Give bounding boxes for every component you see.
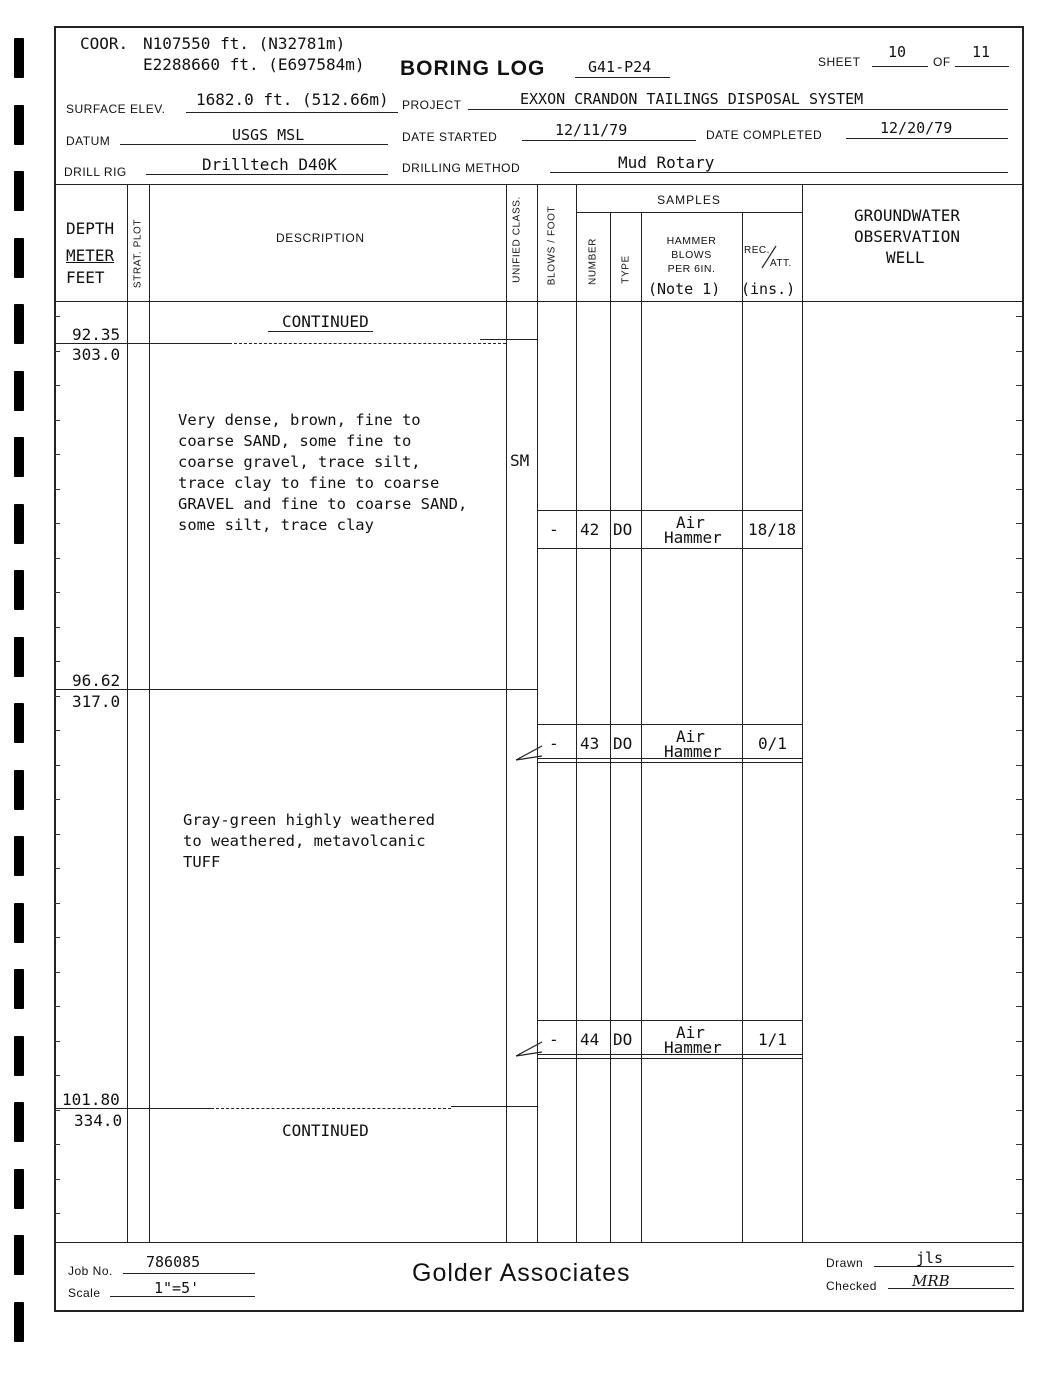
scale-label: Scale: [68, 1286, 101, 1300]
scale-tick: [1016, 316, 1022, 317]
scale-tick: [1016, 627, 1022, 628]
datum-label: DATUM: [66, 134, 111, 148]
col-gw-2: OBSERVATION: [854, 227, 960, 246]
scale-tick: [54, 696, 60, 697]
drilling-method-label: DRILLING METHOD: [402, 161, 521, 175]
col-gw-3: WELL: [886, 248, 925, 267]
sample-number: 44: [580, 1030, 600, 1049]
sample-number: 42: [580, 520, 600, 539]
sample-recovery: 0/1: [758, 734, 787, 753]
scale-tick: [1016, 937, 1022, 938]
page-title: BORING LOG: [400, 57, 546, 80]
checked-initials: MRB: [912, 1272, 950, 1290]
scale-tick: [1016, 903, 1022, 904]
scale-tick: [1016, 1006, 1022, 1007]
layer-1-description: Very dense, brown, fine to coarse SAND, some fine to coarse gravel, trace silt, trace clay to fine to coarse GRAVEL and fine to coarse SAND, some silt, trace clay: [178, 411, 468, 534]
company-name: Golder Associates: [412, 1259, 631, 1287]
scale-tick: [1016, 1110, 1022, 1111]
scale-tick: [54, 765, 60, 766]
scale-tick: [54, 799, 60, 800]
date-completed: 12/20/79: [880, 119, 953, 137]
binder-hole: [14, 38, 24, 78]
col-blows-foot: BLOWS / FOOT: [546, 205, 558, 286]
scale-tick: [54, 834, 60, 835]
sample-type: DO: [613, 520, 633, 539]
drill-rig-label: DRILL RIG: [64, 165, 127, 179]
depth-3-meter: 101.80: [62, 1090, 120, 1109]
col-samples: SAMPLES: [657, 193, 721, 207]
scale-tick: [54, 868, 60, 869]
binder-hole: [14, 969, 24, 1009]
scale-tick: [54, 351, 60, 352]
scale-tick: [54, 1110, 60, 1111]
sample-hammer-line2: Hammer: [664, 742, 722, 761]
col-ins: (ins.): [741, 280, 796, 298]
coor-label: COOR.: [80, 34, 129, 53]
continued-bottom: CONTINUED: [282, 1121, 369, 1140]
binder-hole: [14, 171, 24, 211]
sample-hammer-line1: Air: [676, 1023, 705, 1042]
scale-tick: [54, 420, 60, 421]
scale-tick: [1016, 489, 1022, 490]
scale-tick: [1016, 1144, 1022, 1145]
sample-recovery: 18/18: [748, 520, 797, 539]
sheet-total: 11: [972, 43, 991, 61]
scale-tick: [54, 1075, 60, 1076]
binder-hole: [14, 1036, 24, 1076]
date-started-label: DATE STARTED: [402, 130, 498, 144]
surface-elev: 1682.0 ft. (512.66m): [196, 90, 389, 109]
sample-number: 43: [580, 734, 600, 753]
col-att: ATT.: [770, 258, 792, 269]
scale-tick: [54, 1213, 60, 1214]
scale-tick: [1016, 523, 1022, 524]
sample-recovery: 1/1: [758, 1030, 787, 1049]
boring-id: G41-P24: [588, 58, 652, 76]
sample-type: DO: [613, 1030, 633, 1049]
scale-tick: [1016, 558, 1022, 559]
sample-arrow-icon: [512, 742, 546, 768]
binder-hole: [14, 1169, 24, 1209]
date-started: 12/11/79: [555, 121, 628, 139]
col-depth: DEPTH: [66, 219, 115, 238]
col-hammer-1: HAMMER: [666, 235, 717, 247]
scale-tick: [1016, 868, 1022, 869]
scale-tick: [54, 592, 60, 593]
sample-hammer-line2: Hammer: [664, 528, 722, 547]
binder-hole: [14, 371, 24, 411]
col-feet: FEET: [66, 268, 105, 287]
sample-blows: -: [549, 1030, 559, 1049]
binder-hole: [14, 105, 24, 145]
binder-hole: [14, 1102, 24, 1142]
depth-1-meter: 92.35: [72, 325, 121, 344]
sample-type: DO: [613, 734, 633, 753]
scale-tick: [1016, 454, 1022, 455]
sample-hammer-line1: Air: [676, 513, 705, 532]
checked-label: Checked: [826, 1279, 877, 1293]
scale-tick: [1016, 351, 1022, 352]
scale-tick: [54, 661, 60, 662]
depth-2-meter: 96.62: [72, 671, 121, 690]
binder-hole: [14, 304, 24, 344]
date-completed-label: DATE COMPLETED: [706, 128, 823, 142]
scale-tick: [1016, 420, 1022, 421]
scale-tick: [1016, 592, 1022, 593]
binder-hole: [14, 770, 24, 810]
scale-tick: [54, 316, 60, 317]
sample-hammer-line2: Hammer: [664, 1038, 722, 1057]
drill-rig: Drilltech D40K: [202, 155, 337, 174]
binder-hole: [14, 836, 24, 876]
sample-row-bottom-line: [537, 548, 802, 549]
coor-east: E2288660 ft. (E697584m): [143, 55, 365, 74]
scale-tick: [54, 937, 60, 938]
col-hammer-note: (Note 1): [648, 280, 721, 298]
scale-tick: [54, 523, 60, 524]
drawn-initials: jls: [916, 1249, 944, 1267]
sample-row-top-line: [537, 1020, 802, 1021]
scale-tick: [1016, 799, 1022, 800]
scale-tick: [54, 385, 60, 386]
scale-tick: [54, 1179, 60, 1180]
sample-row-bottom-line: [537, 1058, 802, 1059]
col-rec: REC.: [744, 245, 770, 256]
coor-north: N107550 ft. (N32781m): [143, 34, 346, 53]
job-label: Job No.: [68, 1264, 113, 1278]
scale-tick: [54, 558, 60, 559]
sample-row-top-line: [537, 724, 802, 725]
col-hammer-2: BLOWS: [671, 249, 712, 261]
project-label: PROJECT: [402, 98, 462, 112]
depth-2-feet: 317.0: [72, 692, 121, 711]
scale-value: 1"=5': [154, 1279, 200, 1297]
rec-att-slash: [760, 244, 778, 270]
of-label: OF: [933, 55, 951, 69]
scale-tick: [54, 903, 60, 904]
scale-tick: [1016, 661, 1022, 662]
depth-1-feet: 303.0: [72, 345, 121, 364]
layer-1-class: SM: [510, 451, 530, 470]
job-number: 786085: [146, 1253, 201, 1271]
binder-hole: [14, 504, 24, 544]
col-hammer-3: PER 6IN.: [667, 263, 716, 275]
scale-tick: [1016, 765, 1022, 766]
drilling-method: Mud Rotary: [618, 153, 715, 172]
scale-tick: [1016, 730, 1022, 731]
col-unified-class: UNIFIED CLASS.: [511, 196, 523, 283]
continued-top: CONTINUED: [282, 312, 369, 331]
scale-tick: [1016, 1213, 1022, 1214]
binder-hole: [14, 1302, 24, 1342]
sample-row-top-line: [537, 510, 802, 511]
sample-blows: -: [549, 734, 559, 753]
scale-tick: [1016, 1041, 1022, 1042]
binder-hole: [14, 570, 24, 610]
sheet-number: 10: [888, 43, 907, 61]
project-name: EXXON CRANDON TAILINGS DISPOSAL SYSTEM: [520, 90, 864, 108]
scale-tick: [54, 489, 60, 490]
scale-tick: [1016, 1075, 1022, 1076]
binder-hole: [14, 903, 24, 943]
scale-tick: [1016, 972, 1022, 973]
datum-value: USGS MSL: [232, 126, 305, 144]
binder-hole: [14, 637, 24, 677]
drawn-label: Drawn: [826, 1256, 864, 1270]
scale-tick: [1016, 1179, 1022, 1180]
scale-tick: [1016, 385, 1022, 386]
col-meter: METER: [66, 246, 115, 265]
sample-hammer-line1: Air: [676, 727, 705, 746]
col-strat-plot: STRAT. PLOT: [132, 218, 144, 289]
binder-hole: [14, 238, 24, 278]
scale-tick: [54, 730, 60, 731]
sample-arrow-icon: [512, 1038, 546, 1064]
sample-row-bottom-line: [537, 762, 802, 763]
scale-tick: [1016, 834, 1022, 835]
surface-elev-label: SURFACE ELEV.: [66, 102, 166, 116]
depth-3-feet: 334.0: [74, 1111, 123, 1130]
scale-tick: [1016, 696, 1022, 697]
scale-tick: [54, 1006, 60, 1007]
layer-2-description: Gray-green highly weathered to weathered, metavolcanic TUFF: [183, 811, 435, 871]
binder-hole: [14, 437, 24, 477]
scale-tick: [54, 972, 60, 973]
scale-tick: [54, 454, 60, 455]
sheet-label: SHEET: [818, 55, 861, 69]
binder-hole: [14, 703, 24, 743]
sample-blows: -: [549, 520, 559, 539]
scale-tick: [54, 1144, 60, 1145]
col-number: NUMBER: [587, 238, 599, 285]
col-type: TYPE: [620, 255, 632, 284]
scale-tick: [54, 627, 60, 628]
col-gw-1: GROUNDWATER: [854, 206, 960, 225]
scale-tick: [54, 1041, 60, 1042]
col-description: DESCRIPTION: [276, 231, 365, 245]
binder-hole: [14, 1235, 24, 1275]
